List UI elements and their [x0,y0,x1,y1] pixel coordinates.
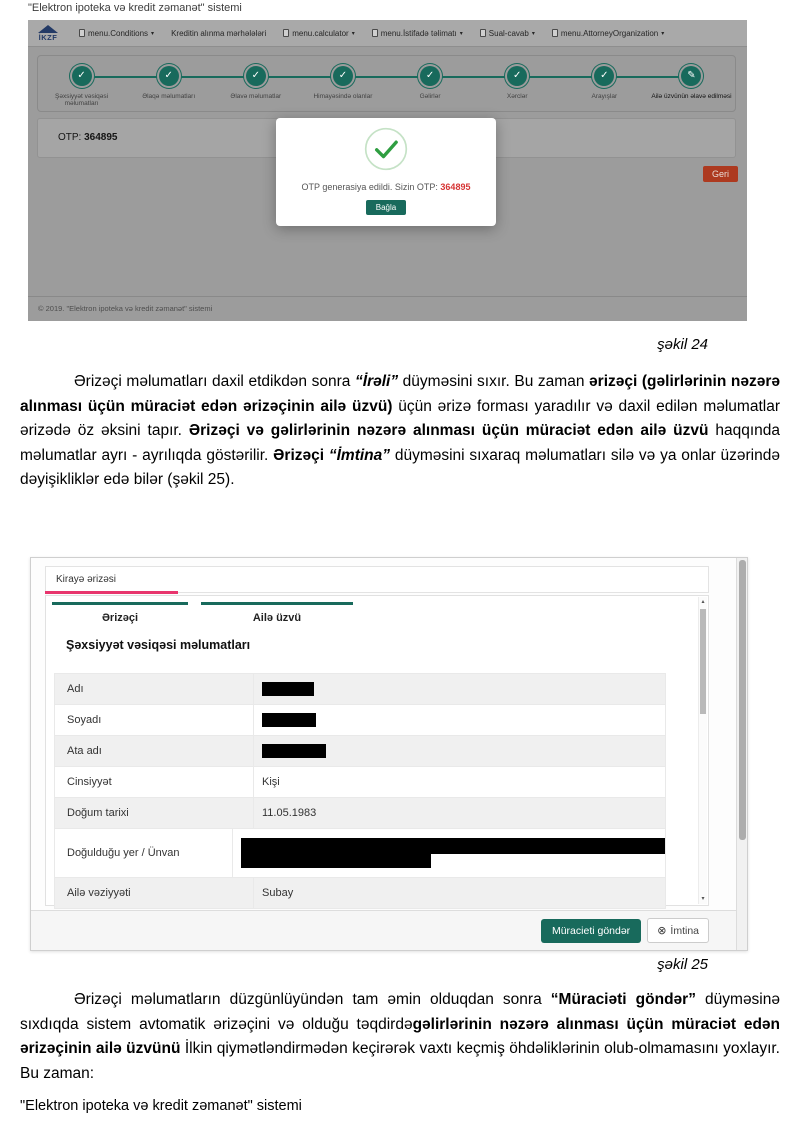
otp-modal-message [302,182,471,192]
chevron-down-icon: ▾ [351,30,355,37]
figure25-caption: şəkil 25 [657,956,708,973]
redacted-value [262,682,314,696]
step-label: Arayışlar [591,93,618,100]
row-label: Doğum tarixi [67,807,129,819]
navbar-item-label: menu.Conditions [88,28,149,38]
stepper-step[interactable] [125,56,212,111]
scroll-up-arrow-icon[interactable]: ▴ [701,599,705,605]
table-row [54,767,666,798]
table-row [54,798,666,829]
check-icon: ✓ [246,66,266,86]
row-value: Kişi [253,767,665,797]
stepper-step[interactable] [387,56,474,111]
row-value [253,705,665,735]
redacted-value [262,744,326,758]
check-icon: ✓ [72,66,92,86]
check-icon: ✓ [507,66,527,86]
stepper-step[interactable] [474,56,561,111]
text-segment: Ərizəçi məlumatları daxil etdikdən sonra [74,373,356,390]
navbar-item-label: menu.AttorneyOrganization [560,28,659,38]
ikzf-logo[interactable] [38,25,58,42]
submit-button[interactable] [541,919,641,943]
tab-erizeci[interactable]: Ərizəçi [52,602,188,624]
otp-modal [276,118,496,226]
table-row [54,736,666,767]
text-segment: “İmtina” [328,446,391,464]
stepper-step[interactable] [648,56,735,111]
row-label: Cinsiyyət [67,776,112,788]
row-value: Subay [253,878,665,908]
step-label: Əlaqə məlumatları [142,93,196,100]
navbar-item[interactable] [79,29,154,38]
redacted-value [241,838,665,854]
roof-icon [38,25,58,33]
chevron-down-icon: ▾ [531,30,535,37]
text-segment: Ərizəçi və gəlirlərinin nəzərə alınması üçün müraciət edən ailə üzvü [188,422,709,439]
otp-modal-text: OTP generasiya edildi. Sizin OTP: [301,182,441,192]
cancel-button[interactable] [647,918,709,943]
text-segment: “İrəli” [355,373,399,390]
row-label: Adı [67,683,84,695]
page-footer-title: "Elektron ipoteka və kredit zəmanət" sistemi [20,1098,302,1114]
step-label: Ailə üzvünün əlavə edilməsi [651,93,732,100]
paragraph-1 [20,370,780,493]
success-check-icon [364,127,408,176]
check-icon: ✓ [420,66,440,86]
row-value [253,736,665,766]
otp-value: 364895 [84,132,118,143]
text-segment: haqqında məlumatlar ayrı - ayrılıqda göstərilir. [20,422,780,464]
stepper-step[interactable] [38,56,125,111]
figure25-screenshot [30,557,748,951]
text-segment: üçün ərizə forması yaradılır və daxil edilən məlumatlar ərizədə öz əksini tapır. [20,397,780,439]
navbar-item-label: menu.İstifadə təlimatı [380,28,457,38]
document-icon [552,29,558,37]
kiraye-erizesi-tab[interactable] [45,566,709,593]
navbar-menu [79,29,664,38]
text-segment: Ərizəçi məlumatların düzgünlüyündən tam əmin olduqdan sonra [74,991,551,1008]
row-value [253,674,665,704]
logo-text: İKZF [38,32,58,42]
paragraph-2 [20,988,780,1086]
chevron-down-icon: ▾ [151,30,155,37]
step-label: Şəxsiyyət vəsiqəsi məlumatları [55,93,109,108]
document-icon [283,29,289,37]
row-label: Ata adı [67,745,102,757]
tab-aile-uzvu[interactable]: Ailə üzvü [201,602,353,624]
text-segment: gəlirlərinin nəzərə alınması üçün müraciət edən ərizəçinin ailə üzvünü [20,1015,781,1057]
outer-scrollbar-thumb[interactable] [739,560,746,840]
navbar-item[interactable] [171,29,266,38]
navbar-item[interactable] [283,29,355,38]
navbar-item[interactable] [552,29,664,38]
figure24-caption: şəkil 24 [657,336,708,353]
form-rows [54,673,666,909]
cancel-button-label: İmtina [670,924,699,937]
geri-button[interactable]: Geri [703,166,738,182]
navbar-item[interactable] [372,29,463,38]
text-segment: İlkin qiymətləndirmədən keçirərək vaxtı keçmiş öhdəliklərinin olub-olmamasını yoxlayır. Bu zaman: [20,1040,780,1082]
active-tab-underline [45,591,178,594]
outer-scrollbar[interactable] [736,558,747,950]
progress-stepper [37,55,736,112]
copyright-text: © 2019. "Elektron ipoteka və kredit zəmanət" sistemi [38,304,213,313]
stepper-step[interactable] [561,56,648,111]
app-navbar [28,20,747,47]
text-segment: “Müraciəti göndər” [550,991,696,1008]
circle-x-icon: ⊗ [657,925,667,937]
row-value [232,829,665,877]
navbar-item-label: Sual-cavab [488,28,529,38]
pencil-icon: ✎ [681,66,701,86]
document-icon [372,29,378,37]
form-footer [31,910,747,950]
inner-scrollbar[interactable] [698,597,707,904]
figure24-screenshot [28,20,747,321]
table-row [54,674,666,705]
stepper-step[interactable] [299,56,386,111]
step-label: Əlavə məlumatlar [230,93,282,100]
navbar-item-label: menu.calculator [292,28,349,38]
check-icon: ✓ [159,66,179,86]
submit-button-label: Müracieti göndər [551,924,631,937]
document-icon [79,29,85,37]
navbar-item[interactable] [480,29,535,38]
row-value: 11.05.1983 [253,798,665,828]
text-segment: ərizəçi (gəlirlərinin nəzərə alınması üçün müraciət edən ərizəçinin ailə üzvü) [20,373,780,415]
kiraye-erizesi-label: Kirayə ərizəsi [56,574,117,585]
text-segment: düyməsinə sıxdıqda sistem avtomatik ərizəçini və olduğu təqdirdə [20,991,780,1033]
row-label: Doğulduğu yer / Ünvan [67,847,180,859]
page-header-title: "Elektron ipoteka və kredit zəmanət" sistemi [28,2,242,14]
text-segment: düyməsini sıxaraq məlumatları silə və ya onlar üzərində dəyişikliklər edə bilər (şəkil 25). [20,446,780,488]
check-icon: ✓ [594,66,614,86]
otp-modal-value: 364895 [440,182,471,192]
stepper-step[interactable] [212,56,299,111]
scroll-down-arrow-icon[interactable]: ▾ [701,896,705,902]
section-heading: Şəxsiyyət vəsiqəsi məlumatları [66,638,251,652]
chevron-down-icon: ▾ [661,30,665,37]
document-icon [480,29,486,37]
step-label: Xərclər [506,93,528,100]
row-label: Ailə vəziyyəti [67,887,131,899]
step-label: Gəlirlər [419,93,441,100]
chevron-down-icon: ▾ [459,30,463,37]
steps-container [38,56,735,111]
step-label: Himayəsində olanlar [313,93,373,100]
row-label: Soyadı [67,714,102,726]
redacted-value [241,854,431,868]
form-panel [45,595,709,906]
check-icon: ✓ [333,66,353,86]
navbar-item-label: Kreditin alınma mərhələləri [171,28,267,38]
text-segment: Ərizəçi [273,446,329,464]
otp-label: OTP: [58,132,82,143]
text-segment: düyməsini sıxır. Bu zaman [398,373,590,390]
table-row [54,705,666,736]
copyright-bar [28,296,747,321]
redacted-value [262,713,316,727]
bagla-button[interactable]: Bağla [366,200,406,215]
table-row [54,829,666,878]
inner-scrollbar-thumb[interactable] [700,609,706,714]
table-row [54,878,666,909]
